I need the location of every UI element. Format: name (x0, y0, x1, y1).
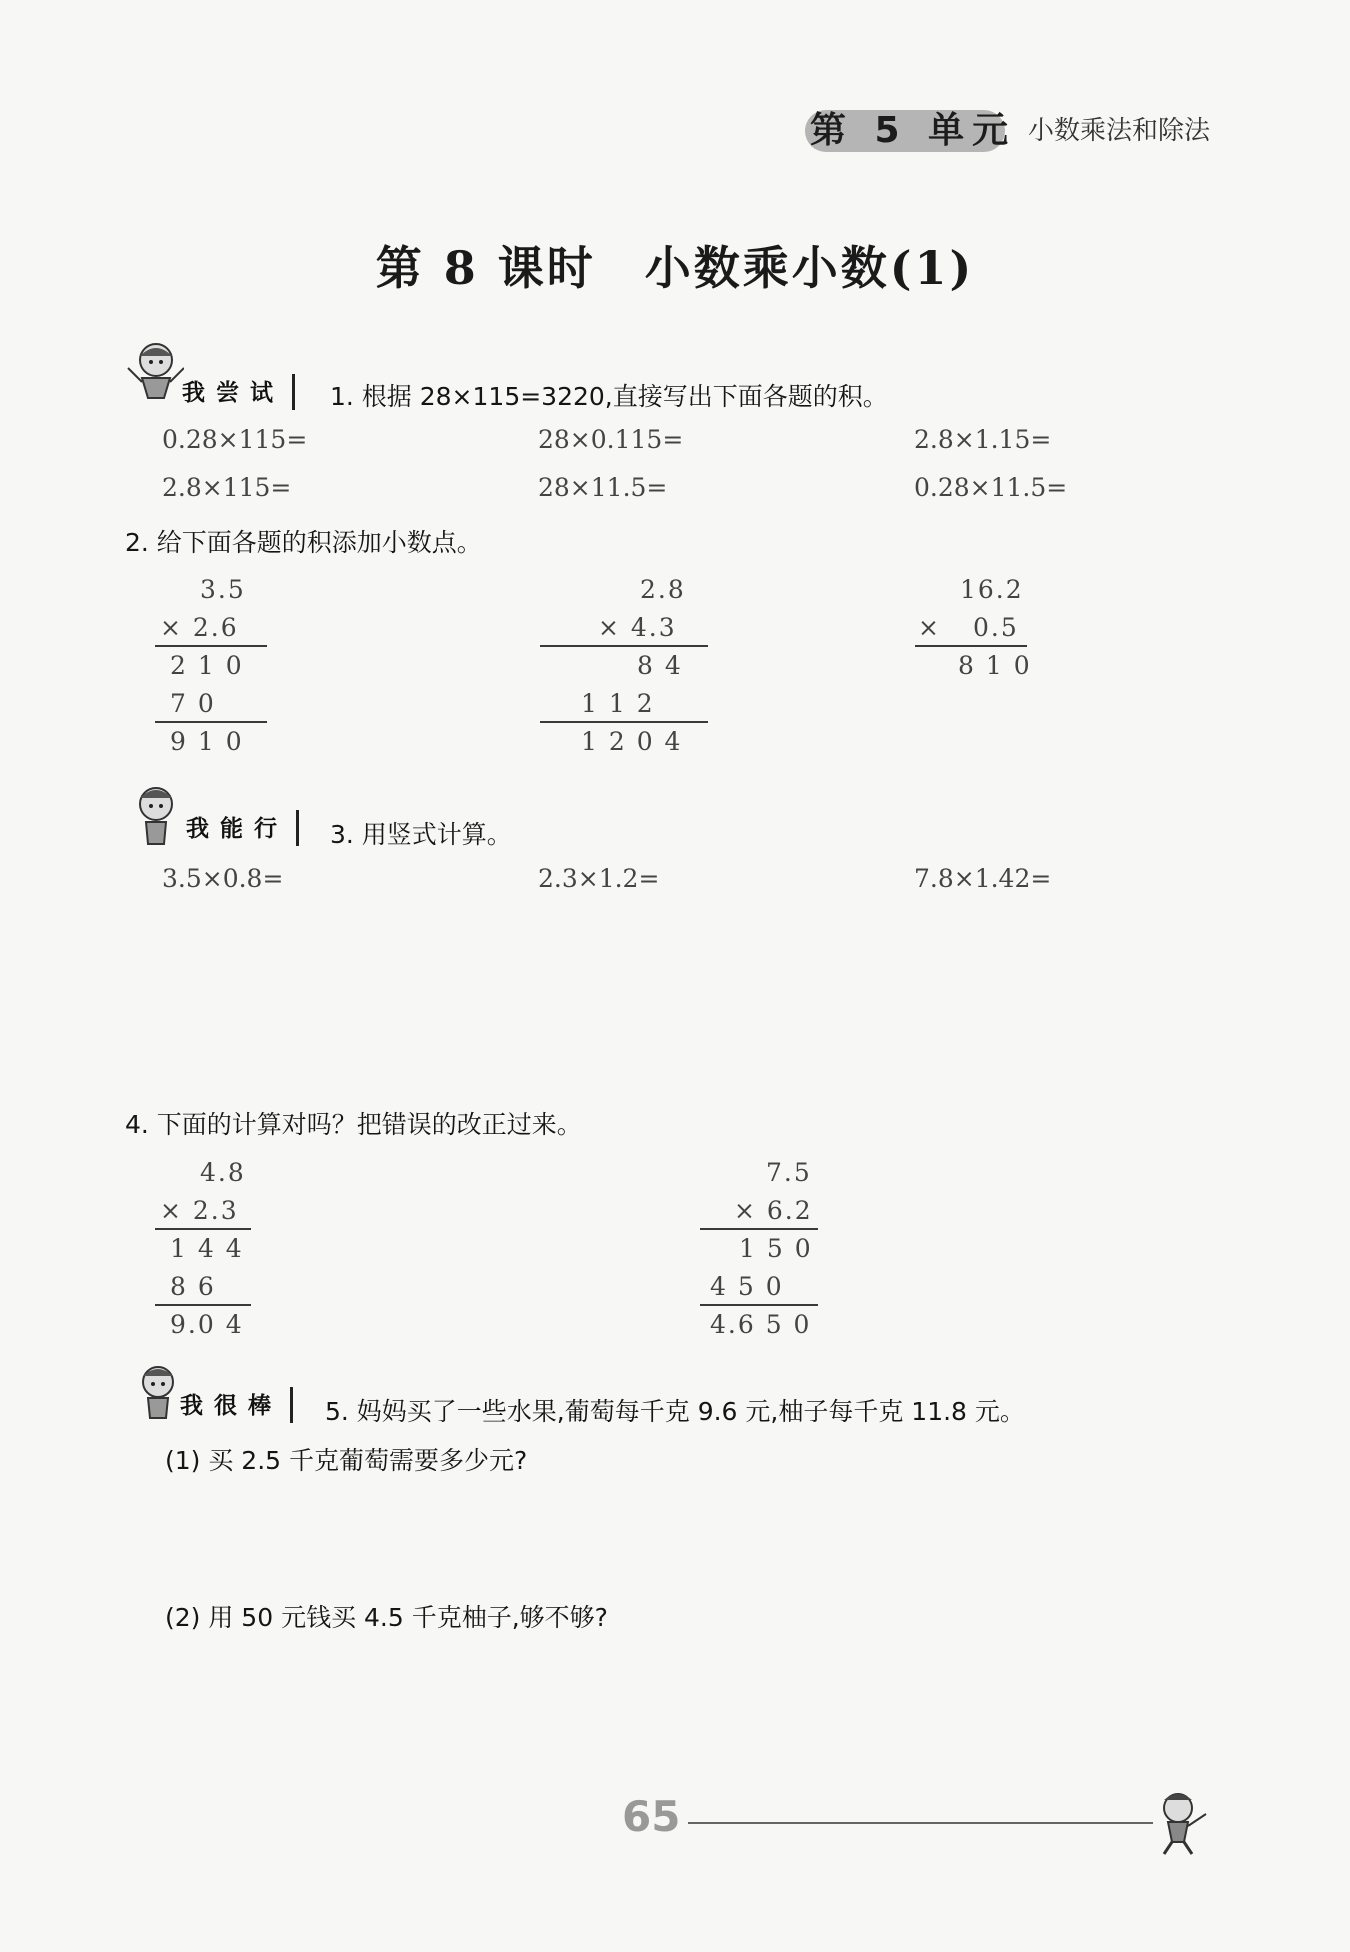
q2b-rule (540, 645, 708, 647)
q4b-partial1: 1 5 0 (739, 1234, 813, 1263)
q4a-result: 9.0 4 (170, 1310, 244, 1339)
q4a-rule (155, 1228, 251, 1230)
girl-mascot-icon (122, 338, 184, 404)
q2a-partial1: 2 1 0 (170, 651, 244, 680)
q2a-top: 3.5 (200, 575, 246, 604)
q2a-partial2: 7 0 (170, 689, 216, 718)
q4b-top: 7.5 (766, 1158, 812, 1187)
unit-topic: 小数乘法和除法 (1028, 116, 1211, 146)
page-title: 第 8 课时 小数乘小数(1) (375, 241, 975, 295)
page-number: 65 (622, 1792, 681, 1841)
q4b-rule (700, 1304, 818, 1306)
q2a-result: 9 1 0 (170, 727, 244, 756)
q3-item: 7.8×1.42= (914, 864, 1052, 893)
q4b-result: 4.6 5 0 (710, 1310, 812, 1339)
q1-item: 28×0.115= (538, 425, 684, 454)
q2b-result: 1 2 0 4 (581, 727, 683, 756)
q1-prompt: 1. 根据 28×115=3220,直接写出下面各题的积。 (330, 382, 888, 411)
unit-label: 第 5 单元 (810, 110, 1017, 151)
q2b-partial2: 1 1 2 (581, 689, 655, 718)
q4b-partial2: 4 5 0 (710, 1272, 784, 1301)
girl-mascot-icon (124, 782, 186, 848)
q2a-multiplier: × 2.6 (160, 613, 239, 642)
section-try-badge: 我尝试 (182, 374, 295, 410)
q2c-multiplier-sign: × (918, 613, 941, 642)
q2c-top: 16.2 (960, 575, 1024, 604)
q2-prompt: 2. 给下面各题的积添加小数点。 (125, 528, 482, 557)
q1-item: 0.28×115= (162, 425, 308, 454)
q4-prompt: 4. 下面的计算对吗？把错误的改正过来。 (125, 1110, 582, 1139)
q2b-partial1: 8 4 (637, 651, 683, 680)
footer-rule (688, 1822, 1153, 1824)
section-can-badge: 我能行 (186, 810, 299, 846)
q2c-rule (915, 645, 1027, 647)
boy-mascot-icon (1148, 1788, 1214, 1858)
q3-prompt: 3. 用竖式计算。 (330, 820, 512, 849)
q3-item: 3.5×0.8= (162, 864, 284, 893)
q2b-rule (540, 721, 708, 723)
q4b-rule (700, 1228, 818, 1230)
q2c-multiplier: 0.5 (973, 613, 1019, 642)
q4a-top: 4.8 (200, 1158, 246, 1187)
boy-mascot-icon (128, 1362, 186, 1422)
q1-item: 28×11.5= (538, 473, 668, 502)
q4a-rule (155, 1304, 251, 1306)
q5-subquestion-2: (2) 用 50 元钱买 4.5 千克柚子,够不够? (165, 1603, 608, 1632)
section-great-badge: 我很棒 (180, 1387, 293, 1423)
q1-item: 2.8×1.15= (914, 425, 1052, 454)
q5-prompt: 5. 妈妈买了一些水果,葡萄每千克 9.6 元,柚子每千克 11.8 元。 (325, 1397, 1025, 1426)
q4a-partial1: 1 4 4 (170, 1234, 244, 1263)
q2b-top: 2.8 (640, 575, 686, 604)
q2a-rule (155, 721, 267, 723)
q2c-result: 8 1 0 (958, 651, 1032, 680)
q3-item: 2.3×1.2= (538, 864, 660, 893)
q2b-multiplier: × 4.3 (598, 613, 677, 642)
q1-item: 2.8×115= (162, 473, 292, 502)
q1-item: 0.28×11.5= (914, 473, 1068, 502)
q4b-multiplier: × 6.2 (734, 1196, 813, 1225)
q5-subquestion-1: (1) 买 2.5 千克葡萄需要多少元? (165, 1446, 528, 1475)
q4a-multiplier: × 2.3 (160, 1196, 239, 1225)
q2a-rule (155, 645, 267, 647)
q4a-partial2: 8 6 (170, 1272, 216, 1301)
